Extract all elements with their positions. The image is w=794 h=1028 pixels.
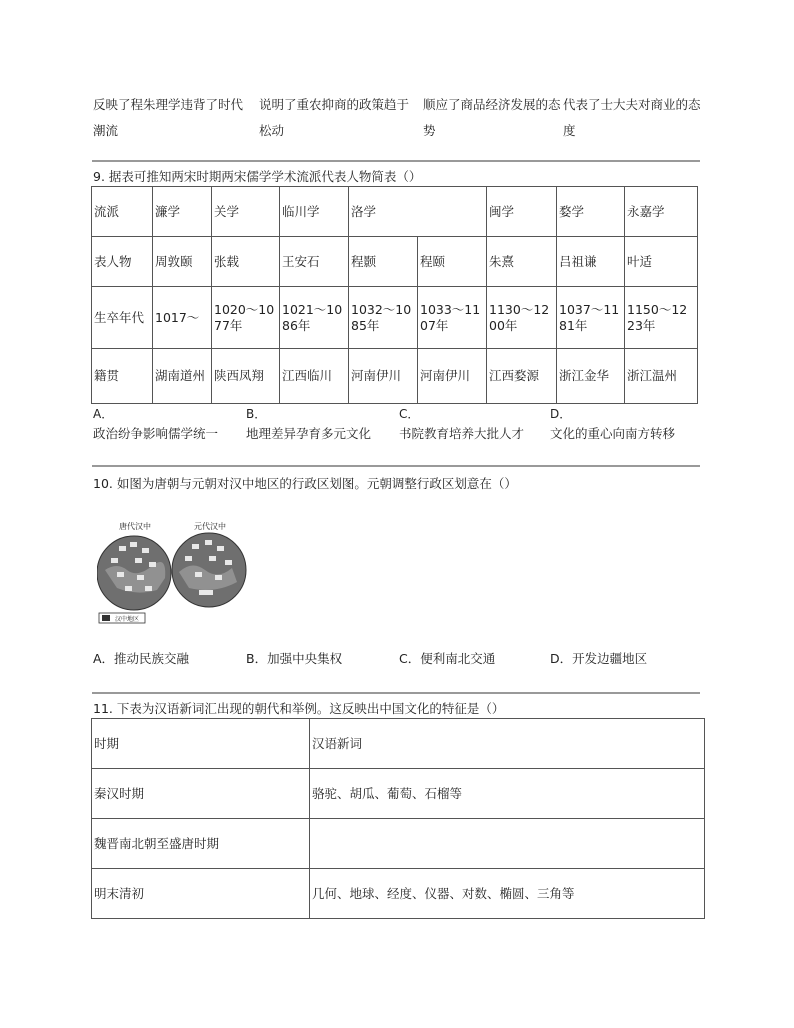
table-cell: 1020～1077年 [212, 287, 280, 349]
table-row [92, 349, 698, 404]
q10-title: 10. 如图为唐朝与元朝对汉中地区的行政区划图。元朝调整行政区划意在（） [93, 476, 517, 491]
table-cell: 几何、地球、经度、仪器、对数、椭圆、三角等 [310, 869, 705, 919]
q10-option-d[interactable]: D．开发边疆地区 [550, 651, 648, 666]
table-cell: 1150～1223年 [625, 287, 698, 349]
table-cell: 生卒年代 [92, 287, 153, 349]
table-cell: 关学 [212, 187, 280, 237]
table-row [92, 769, 705, 819]
q11-title: 11. 下表为汉语新词汇出现的朝代和举例。这反映出中国文化的特征是（） [93, 701, 505, 716]
q9-table [91, 186, 698, 404]
divider [92, 160, 700, 162]
q8-option-d[interactable]: 代表了士大夫对商业的态度 [563, 97, 701, 138]
q10-option-c[interactable]: C．便利南北交通 [399, 651, 496, 666]
table-cell: 湖南道州 [153, 349, 212, 404]
q9-option-d[interactable] [550, 405, 705, 442]
q8-option-c[interactable]: 顺应了商品经济发展的态势 [423, 97, 561, 138]
table-cell: 程颐 [418, 237, 487, 287]
table-cell: 程颢 [349, 237, 418, 287]
table-cell: 永嘉学 [625, 187, 698, 237]
divider [92, 692, 700, 694]
tang-map-title: 唐代汉中 [119, 522, 151, 531]
table-cell: 张载 [212, 237, 280, 287]
option-text: 文化的重心向南方转移 [550, 426, 676, 441]
option-letter: C． [399, 407, 420, 421]
table-cell: 河南伊川 [418, 349, 487, 404]
table-row [92, 187, 698, 237]
table-cell: 吕祖谦 [557, 237, 625, 287]
q8-option-b[interactable]: 说明了重农抑商的政策趋于松动 [259, 97, 410, 138]
table-cell [310, 819, 705, 869]
table-row [92, 237, 698, 287]
table-cell: 江西婺源 [487, 349, 557, 404]
table-header-cell: 汉语新词 [310, 719, 705, 769]
table-cell: 1032～1085年 [349, 287, 418, 349]
option-letter: D． [550, 407, 572, 421]
table-cell: 1021～1086年 [280, 287, 349, 349]
map-figure [97, 520, 247, 625]
table-cell: 婺学 [557, 187, 625, 237]
table-header-cell: 时期 [92, 719, 310, 769]
q11-table [91, 718, 705, 919]
q9-option-b[interactable] [246, 405, 401, 442]
table-cell: 1037～1181年 [557, 287, 625, 349]
table-cell: 洛学 [349, 187, 487, 237]
q9-title: 9. 据表可推知两宋时期两宋儒学学术流派代表人物简表（） [93, 169, 422, 184]
table-cell: 浙江温州 [625, 349, 698, 404]
yuan-map-title: 元代汉中 [194, 522, 226, 531]
table-row [92, 719, 705, 769]
table-cell: 濂学 [153, 187, 212, 237]
table-cell: 浙江金华 [557, 349, 625, 404]
table-cell: 周敦颐 [153, 237, 212, 287]
table-cell: 闽学 [487, 187, 557, 237]
table-cell: 表人物 [92, 237, 153, 287]
table-cell: 1017～ [153, 287, 212, 349]
table-cell: 王安石 [280, 237, 349, 287]
table-cell: 叶适 [625, 237, 698, 287]
divider [92, 465, 700, 467]
map-svg [97, 520, 247, 625]
q10-option-a[interactable]: A．推动民族交融 [93, 651, 190, 666]
table-cell: 流派 [92, 187, 153, 237]
table-cell: 朱熹 [487, 237, 557, 287]
table-cell: 1130～1200年 [487, 287, 557, 349]
table-cell: 秦汉时期 [92, 769, 310, 819]
table-cell: 骆驼、胡瓜、葡萄、石榴等 [310, 769, 705, 819]
option-text: 地理差异孕育多元文化 [246, 426, 372, 441]
q9-option-a[interactable] [93, 405, 248, 442]
table-row [92, 869, 705, 919]
q9-option-c[interactable] [399, 405, 554, 442]
legend-label: 汉中地区 [114, 616, 140, 623]
option-text: 书院教育培养大批人才 [399, 426, 525, 441]
table-cell: 江西临川 [280, 349, 349, 404]
table-cell: 籍贯 [92, 349, 153, 404]
option-letter: A． [93, 407, 114, 421]
table-cell: 临川学 [280, 187, 349, 237]
option-text: 政治纷争影响儒学统一 [93, 426, 219, 441]
table-cell: 河南伊川 [349, 349, 418, 404]
table-row [92, 287, 698, 349]
option-letter: B． [246, 407, 267, 421]
table-cell: 明末清初 [92, 869, 310, 919]
q8-option-a[interactable]: 反映了程朱理学违背了时代潮流 [93, 97, 244, 138]
q10-option-b[interactable]: B．加强中央集权 [246, 651, 343, 666]
table-cell: 1033～1107年 [418, 287, 487, 349]
legend-swatch [102, 615, 110, 621]
table-cell: 魏晋南北朝至盛唐时期 [92, 819, 310, 869]
table-cell: 陕西凤翔 [212, 349, 280, 404]
table-row [92, 819, 705, 869]
